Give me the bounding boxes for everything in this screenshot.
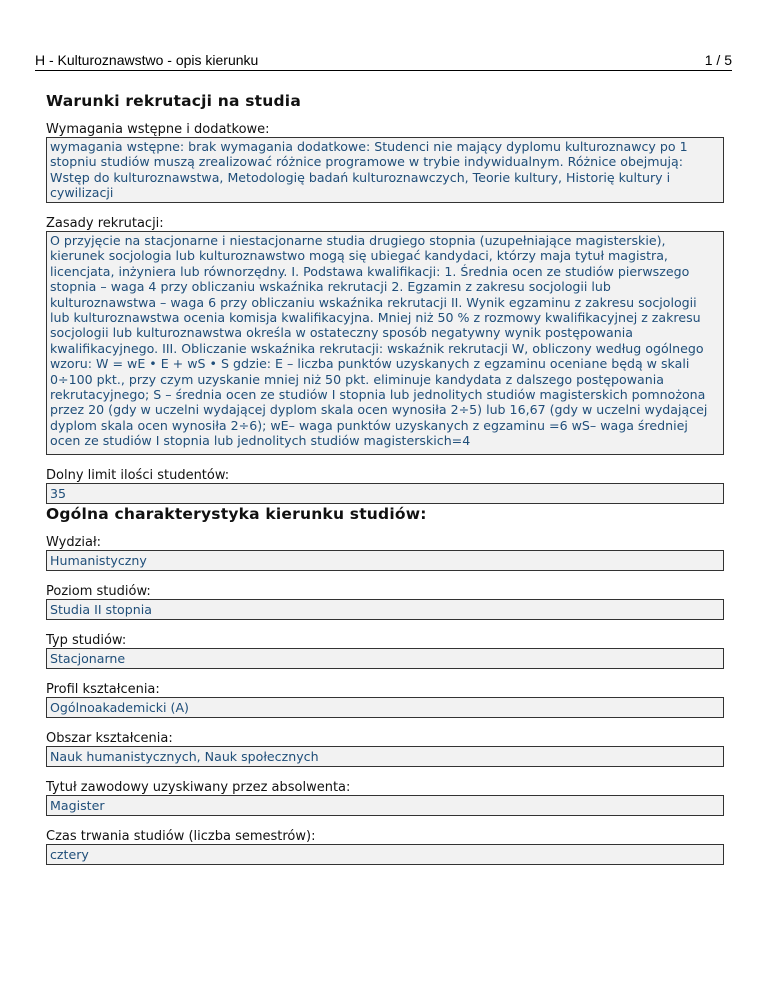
degree-title-field: Magister bbox=[46, 795, 724, 816]
education-area-label: Obszar kształcenia: bbox=[46, 731, 173, 746]
page-number: 1 / 5 bbox=[704, 52, 732, 68]
duration-label: Czas trwania studiów (liczba semestrów): bbox=[46, 829, 316, 844]
education-area-field: Nauk humanistycznych, Nauk społecznych bbox=[46, 746, 724, 767]
rules-label: Zasady rekrutacji: bbox=[46, 216, 164, 231]
page-header bbox=[35, 52, 732, 71]
study-type-field: Stacjonarne bbox=[46, 648, 724, 669]
document-title: H - Kulturoznawstwo - opis kierunku bbox=[35, 52, 259, 68]
duration-field: cztery bbox=[46, 844, 724, 865]
faculty-field: Humanistyczny bbox=[46, 550, 724, 571]
study-level-field: Studia II stopnia bbox=[46, 599, 724, 620]
characteristics-list bbox=[46, 535, 724, 865]
requirements-label: Wymagania wstępne i dodatkowe: bbox=[46, 122, 270, 137]
education-profile-label: Profil kształcenia: bbox=[46, 682, 160, 697]
section-title-recruitment: Warunki rekrutacji na studia bbox=[46, 92, 301, 110]
document-body bbox=[46, 92, 724, 865]
education-profile-field: Ogólnoakademicki (A) bbox=[46, 697, 724, 718]
study-type-label: Typ studiów: bbox=[46, 633, 127, 648]
requirements-field: wymagania wstępne: brak wymagania dodatkowe: Studenci nie mający dyplomu kulturoznawcy po 1 stopniu studiów muszą zrealizować różnice programowe w trybie indywidualnym. Różnice obejmują: Wstęp do kulturoznawstwa, Metodologię badań kulturoznawczych, Teorie kultury, Historię kultury i cywilizacji bbox=[46, 137, 724, 203]
limit-label: Dolny limit ilości studentów: bbox=[46, 468, 230, 483]
section-title-characteristics: Ogólna charakterystyka kierunku studiów: bbox=[46, 505, 427, 523]
faculty-label: Wydział: bbox=[46, 535, 102, 550]
limit-field: 35 bbox=[46, 483, 724, 504]
rules-field: O przyjęcie na stacjonarne i niestacjonarne studia drugiego stopnia (uzupełniające magisterskie), kierunek socjologia lub kulturoznawstwo mogą się ubiegać kandydaci, którzy maja tytuł magistra, licencjata, inżyniera lub równorzędny. I. Podstawa kwalifikacji: 1. Średnia ocen ze studiów pierwszego stopnia – waga 4 przy obliczaniu wskaźnika rekrutacji 2. Egzamin z zakresu socjologii lub kulturoznawstwa – waga 6 przy obliczaniu wskaźnika rekrutacji II. Wynik egzaminu z zakresu socjologii lub kulturoznawstwa ocenia komisja kwalifikacyjna. Mniej niż 50 % z rozmowy kwalifikacyjnej z zakresu socjologii lub kulturoznawstwa określa w ostateczny sposób negatywny wynik postępowania kwalifikacyjnego. III. Obliczanie wskaźnika rekrutacji: wskaźnik rekrutacji W, obliczony według ogólnego wzoru: W = wE • E + wS • S gdzie: E – liczba punktów uzyskanych z egzaminu oceniane będą w skali 0÷100 pkt., przy czym uzyskanie mniej niż 50 pkt. eliminuje kandydata z dalszego postępowania rekrutacyjnego; S – średnia ocen ze studiów I stopnia lub jednolitych studiów magisterskich pomnożona przez 20 (gdy w uczelni wydającej dyplom skala ocen wynosiła 2÷5) lub 16,67 (gdy w uczelni wydającej dyplom skala ocen wynosiła 2÷6); wE– waga punktów uzyskanych z egzaminu =6 wS– waga średniej ocen ze studiów I stopnia lub jednolitych studiów magisterskich=4 bbox=[46, 231, 724, 455]
study-level-label: Poziom studiów: bbox=[46, 584, 151, 599]
degree-title-label: Tytuł zawodowy uzyskiwany przez absolwenta: bbox=[46, 780, 351, 795]
